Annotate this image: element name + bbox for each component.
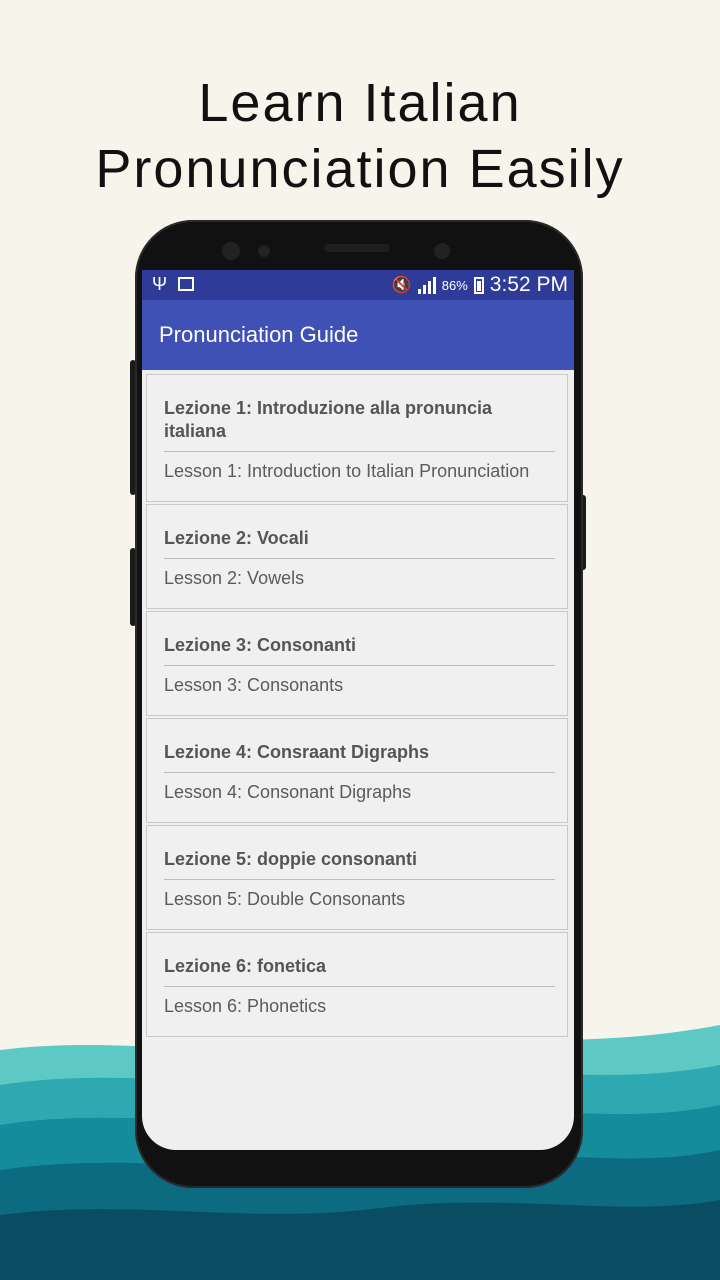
image-icon bbox=[178, 277, 194, 291]
earpiece-speaker bbox=[324, 244, 390, 252]
front-sensor bbox=[258, 245, 270, 257]
lesson-title: Lezione 5: doppie consonanti bbox=[164, 848, 555, 880]
lesson-title: Lezione 3: Consonanti bbox=[164, 634, 555, 666]
lesson-item-1[interactable] bbox=[146, 374, 568, 502]
headline-line-2: Pronunciation Easily bbox=[95, 139, 625, 199]
lesson-subtitle: Lesson 5: Double Consonants bbox=[164, 889, 406, 909]
lesson-list[interactable] bbox=[146, 374, 568, 1039]
lesson-item-4[interactable] bbox=[146, 718, 568, 823]
lesson-subtitle: Lesson 3: Consonants bbox=[164, 675, 344, 695]
lesson-item-3[interactable] bbox=[146, 611, 568, 716]
app-bar-title: Pronunciation Guide bbox=[159, 322, 359, 347]
phone-screen bbox=[142, 270, 574, 1150]
usb-icon: Ψ bbox=[152, 274, 168, 294]
battery-charging-icon bbox=[474, 277, 484, 294]
lesson-subtitle: Lesson 6: Phonetics bbox=[164, 996, 327, 1016]
front-camera bbox=[434, 243, 450, 259]
lesson-subtitle: Lesson 1: Introduction to Italian Pronunciation bbox=[164, 461, 530, 481]
lesson-subtitle: Lesson 2: Vowels bbox=[164, 568, 305, 588]
front-sensor bbox=[222, 242, 240, 260]
lesson-subtitle: Lesson 4: Consonant Digraphs bbox=[164, 782, 412, 802]
battery-percent: 86% bbox=[441, 277, 468, 293]
vibrate-mute-icon: 🔇 bbox=[391, 277, 412, 294]
app-bar bbox=[142, 300, 574, 370]
lesson-title: Lezione 1: Introduzione alla pronuncia italiana bbox=[164, 397, 555, 452]
status-indicators bbox=[392, 273, 568, 297]
lesson-item-6[interactable] bbox=[146, 932, 568, 1037]
status-time: 3:52 PM bbox=[489, 273, 568, 296]
signal-icon bbox=[418, 276, 436, 294]
lesson-title: Lezione 6: fonetica bbox=[164, 955, 555, 987]
headline-line-1: Learn Italian bbox=[198, 73, 522, 133]
promo-headline bbox=[0, 70, 720, 202]
lesson-title: Lezione 4: Consraant Digraphs bbox=[164, 741, 555, 773]
lesson-item-2[interactable] bbox=[146, 504, 568, 609]
status-bar bbox=[142, 270, 574, 300]
lesson-item-5[interactable] bbox=[146, 825, 568, 930]
lesson-title: Lezione 2: Vocali bbox=[164, 527, 555, 559]
